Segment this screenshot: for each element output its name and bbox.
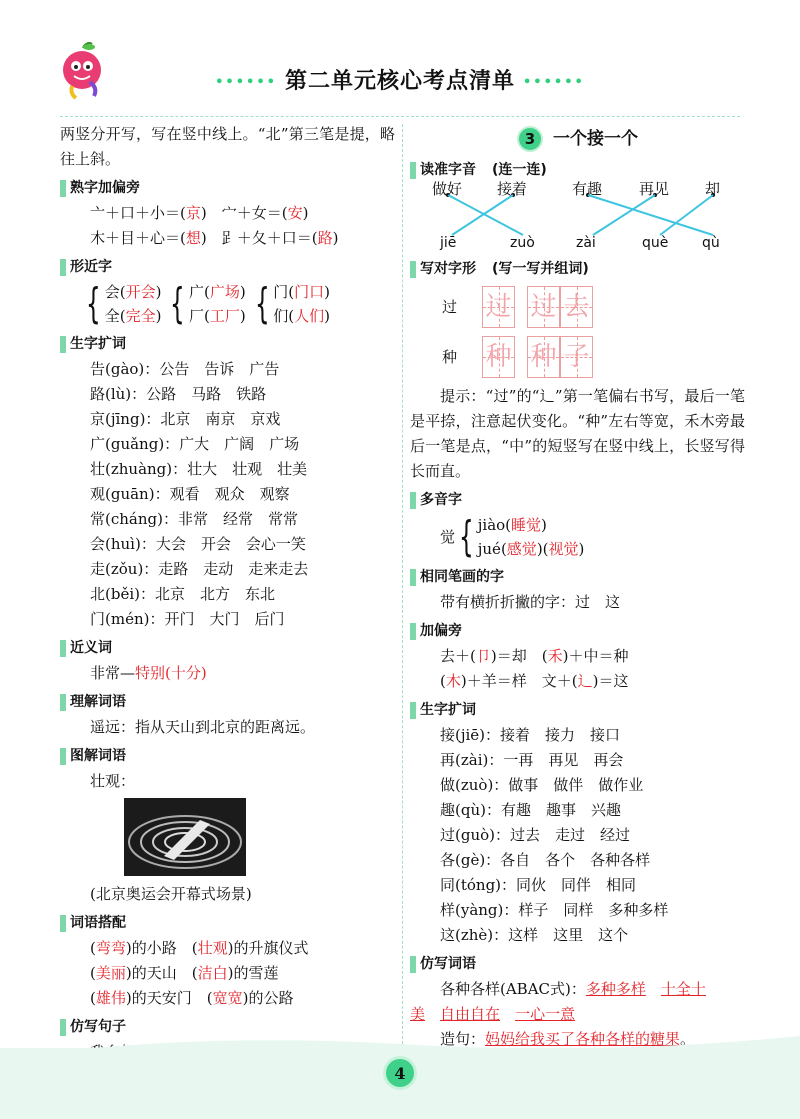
radical-row: 去＋(卩)＝却 (禾)＋中＝种 (440, 647, 629, 665)
word-item: 再见 (639, 180, 670, 198)
brace-icon: { (170, 279, 185, 328)
writing-row (410, 332, 745, 382)
section-marker-icon (410, 702, 416, 719)
section-heading (60, 176, 395, 201)
section-title: 近义词 (70, 640, 112, 656)
section-title: 熟字加偏旁 (70, 180, 140, 196)
writing-grid-cell: 去 (560, 286, 593, 328)
section-marker-icon (60, 336, 66, 353)
olympic-ceremony-photo (124, 798, 246, 876)
list-item: 过(guò)：过去 走过 经过 (440, 826, 630, 844)
writing-grid-cell: 过 (527, 286, 560, 328)
list-item: 同(tóng)：同伙 同伴 相同 (440, 876, 637, 894)
section-marker-icon (60, 915, 66, 932)
pinyin-item: jiē (440, 235, 457, 251)
section-heading (60, 332, 395, 357)
section-marker-icon (410, 569, 416, 586)
section-marker-icon (60, 694, 66, 711)
writing-grid-cell: 过 (482, 286, 515, 328)
page-title (0, 64, 800, 95)
tip-paragraph: 提示：“过”的“辶”第一笔偏右书写，最后一笔是平捺，注意起伏变化。“种”左右等宽，禾木旁最后一笔是点，“中”的短竖写在竖中线上，长竖写得长而直。 (410, 387, 745, 480)
section-heading (410, 488, 745, 513)
section-heading (60, 744, 395, 769)
collocation-row: (雄伟)的天安门 (宽宽)的公路 (90, 989, 294, 1007)
stroke-line: 带有横折折撇的字：过 这 (440, 593, 621, 611)
right-column (410, 122, 745, 1052)
section-title: 图解词语 (70, 748, 126, 764)
pinyin-item: què (642, 235, 669, 251)
similar-pair: 门(门口) 们(人们) (273, 283, 330, 325)
list-item: 门(mén)：开门 大门 后门 (90, 610, 285, 628)
list-item: 接(jiē)：接着 接力 接口 (440, 726, 621, 744)
title-dots-right: •••••• (523, 74, 585, 90)
intro-paragraph: 两竖分开写，写在竖中线上。“北”第三笔是提，略往上斜。 (60, 125, 395, 168)
writing-label: 种 (442, 347, 458, 366)
list-item: 广(guǎng)：广大 广阔 广场 (90, 435, 300, 453)
section-subtitle: (写一写并组词) (492, 261, 589, 277)
list-item: 会(huì)：大会 开会 会心一笑 (90, 535, 306, 553)
section-marker-icon (60, 640, 66, 657)
section-marker-icon (410, 492, 416, 509)
section-title: 相同笔画的字 (420, 569, 504, 585)
list-item: 再(zài)：一再 再见 再会 (440, 751, 624, 769)
list-item: 常(cháng)：非常 经常 常常 (90, 510, 298, 528)
section-heading (60, 690, 395, 715)
illustrated-word: 壮观： (90, 772, 136, 790)
section-heading (60, 911, 395, 936)
section-title: 多音字 (420, 492, 462, 508)
section-title: 形近字 (70, 259, 112, 275)
matching-exercise (410, 180, 745, 253)
polyphone-block (410, 513, 745, 561)
radical-row: 亠＋口＋小＝(京) 宀＋女＝(安) (90, 204, 309, 222)
title-text: 第二单元核心考点清单 (284, 69, 515, 94)
definition-line: 遥远：指从天山到北京的距离远。 (90, 718, 316, 736)
lesson-number-badge: 3 (517, 126, 543, 152)
collocation-row: (弯弯)的小路 (壮观)的升旗仪式 (90, 939, 309, 957)
radical-row: 木＋目＋心＝(想) 𧾷＋夂＋口＝(路) (90, 229, 339, 247)
section-marker-icon (410, 162, 416, 179)
section-heading (410, 257, 745, 282)
pinyin-item: zài (576, 235, 596, 251)
section-marker-icon (60, 748, 66, 765)
word-item: 接着 (497, 180, 528, 198)
section-title: 理解词语 (70, 694, 126, 710)
section-title: 生字扩词 (420, 702, 476, 718)
section-title: 词语搭配 (70, 915, 126, 931)
section-title: 生字扩词 (70, 336, 126, 352)
writing-grid-cell: 种 (527, 336, 560, 378)
page-header (0, 0, 800, 128)
page-number: 4 (383, 1056, 417, 1090)
section-title: 加偏旁 (420, 623, 462, 639)
section-marker-icon (410, 261, 416, 278)
collocation-row: (美丽)的天山 (洁白)的雪莲 (90, 964, 279, 982)
section-marker-icon (410, 956, 416, 973)
pinyin-item: qù (702, 235, 720, 251)
section-title: 读准字音 (420, 162, 476, 178)
word-item: 却 (705, 180, 721, 198)
left-column (60, 122, 395, 1090)
section-marker-icon (60, 180, 66, 197)
brace-icon: { (459, 512, 474, 561)
list-item: 观(guān)：观看 观众 观察 (90, 485, 290, 503)
list-item: 做(zuò)：做事 做伴 做作业 (440, 776, 644, 794)
writing-grid-cell: 子 (560, 336, 593, 378)
header-divider (60, 116, 740, 117)
section-title: 仿写词语 (420, 956, 476, 972)
section-heading (410, 952, 745, 977)
list-item: 样(yàng)：样子 同样 多种多样 (440, 901, 669, 919)
imitation-words: 各种各样(ABAC式)：多种多样 十全十 美 自由自在 一心一意 (410, 980, 706, 1023)
section-subtitle: (连一连) (492, 162, 547, 178)
list-item: 这(zhè)：这样 这里 这个 (440, 926, 629, 944)
list-item: 北(běi)：北京 北方 东北 (90, 585, 275, 603)
section-heading (410, 619, 745, 644)
writing-label: 过 (442, 297, 458, 316)
similar-chars (60, 280, 395, 328)
brace-icon: { (254, 279, 270, 328)
photo-caption: (北京奥运会开幕式场景) (90, 885, 252, 903)
lesson-title (410, 124, 745, 154)
section-marker-icon (60, 259, 66, 276)
section-title: 写对字形 (420, 261, 476, 277)
similar-pair: 会(开会) 全(完全) (104, 283, 162, 325)
section-title: 仿写句子 (70, 1019, 126, 1035)
polyphone-readings: jiào(睡觉) jué(感觉)(视觉) (477, 516, 585, 558)
word-item: 有趣 (572, 180, 603, 198)
polyphone-char: 觉 (440, 527, 456, 546)
lesson-title-text: 一个接一个 (553, 128, 638, 149)
brace-icon: { (86, 279, 101, 328)
column-divider (402, 124, 403, 1044)
writing-row (410, 282, 745, 332)
similar-pair: 广(广场) 厂(工厂) (188, 283, 246, 325)
synonym-line: 非常—特别(十分) (90, 664, 207, 682)
title-dots-left: •••••• (215, 74, 277, 90)
section-marker-icon (410, 623, 416, 640)
pinyin-item: zuò (510, 235, 535, 251)
list-item: 壮(zhuàng)：壮大 壮观 壮美 (90, 460, 308, 478)
section-heading (60, 255, 395, 280)
list-item: 告(gào)：公告 告诉 广告 (90, 360, 280, 378)
radical-row: (木)＋羊＝样 文＋(辶)＝这 (440, 672, 629, 690)
section-heading (60, 636, 395, 661)
list-item: 路(lù)：公路 马路 铁路 (90, 385, 267, 403)
example-sentence: 造句：妈妈给我买了各种各样的糖果。 (440, 1030, 696, 1048)
writing-grid-cell: 种 (482, 336, 515, 378)
list-item: 走(zǒu)：走路 走动 走来走去 (90, 560, 309, 578)
list-item: 各(gè)：各自 各个 各种各样 (440, 851, 651, 869)
word-item: 做好 (432, 180, 463, 198)
section-heading (410, 565, 745, 590)
section-heading (410, 698, 745, 723)
list-item: 京(jīng)：北京 南京 京戏 (90, 410, 281, 428)
list-item: 趣(qù)：有趣 趣事 兴趣 (440, 801, 621, 819)
